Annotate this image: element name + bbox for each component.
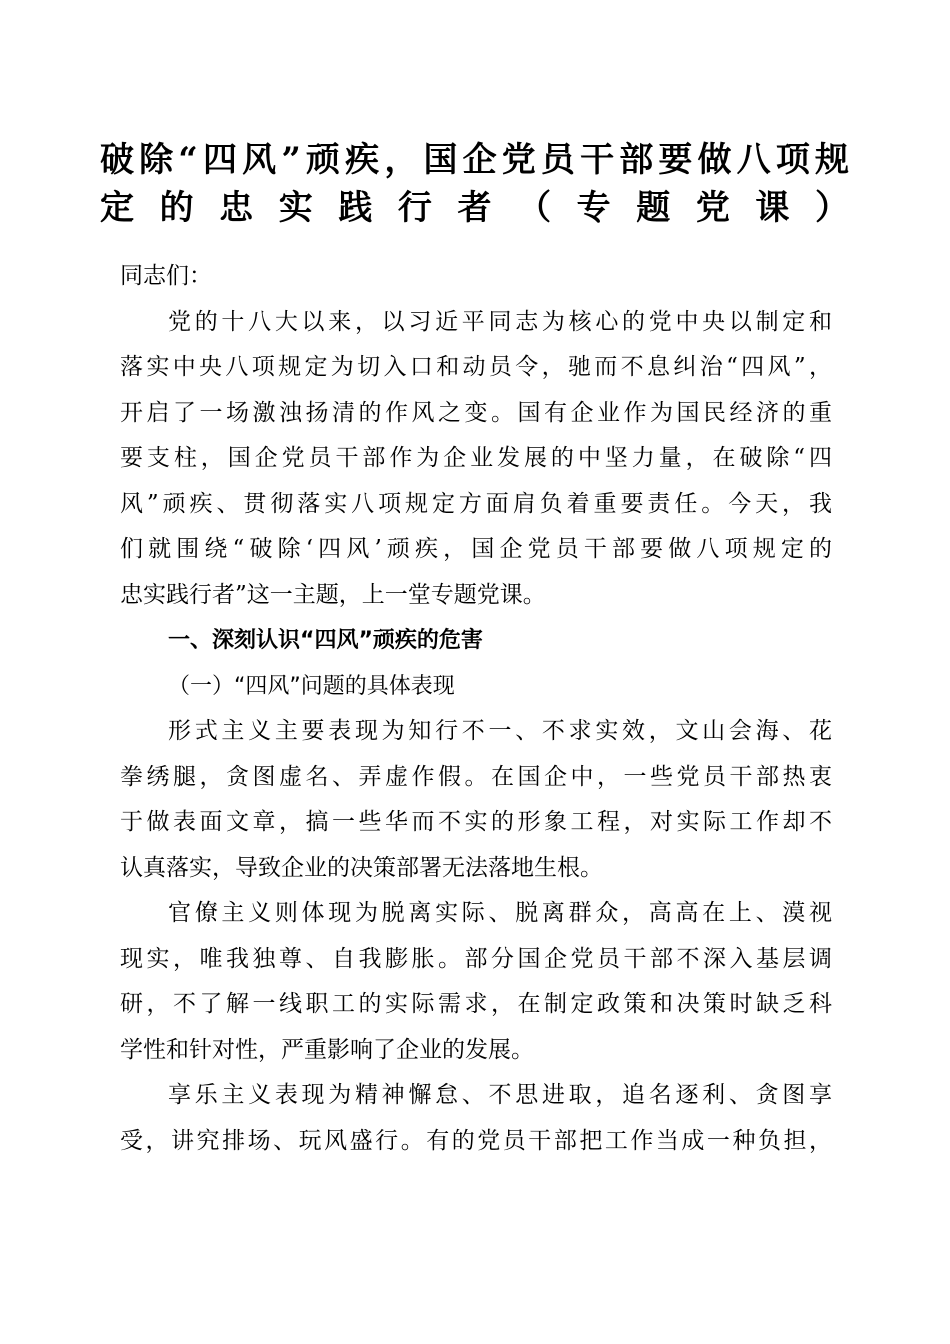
paragraph-line: 现实，唯我独尊、自我膨胀。部分国企党员干部不深入基层调 (120, 945, 832, 972)
title-line-2: 定的忠实践行者（专题党课） (100, 188, 850, 228)
intro-paragraph (120, 300, 832, 619)
formalism-paragraph (120, 709, 832, 891)
paragraph-line: 开启了一场激浊扬清的作风之变。国有企业作为国民经济的重 (120, 399, 832, 426)
paragraph-line: 受，讲究排场、玩风盛行。有的党员干部把工作当成一种负担， (120, 1127, 832, 1154)
paragraph-line: 享乐主义表现为精神懈怠、不思进取，追名逐利、贪图享 (168, 1082, 832, 1108)
paragraph-line: 于做表面文章，搞一些华而不实的形象工程，对实际工作却不 (120, 809, 832, 835)
paragraph-line: 党的十八大以来，以习近平同志为核心的党中央以制定和 (168, 308, 832, 335)
section-heading: 一、深刻认识“四风”顽疾的危害 (168, 628, 483, 653)
paragraph-line: 落实中央八项规定为切入口和动员令，驰而不息纠治“四风”， (120, 354, 832, 380)
title-line-1: 破除“四风”顽疾，国企党员干部要做八项规 (100, 140, 850, 180)
document-body (120, 254, 832, 1164)
salutation: 同志们： (120, 263, 212, 289)
bureaucratism-paragraph (120, 891, 832, 1073)
paragraph-line: 形式主义主要表现为知行不一、不求实效，文山会海、花 (168, 718, 832, 744)
paragraph-line: 认真落实，导致企业的决策部署无法落地生根。 (120, 854, 603, 881)
paragraph-line: 拳绣腿，贪图虚名、弄虚作假。在国企中，一些党员干部热衷 (120, 763, 832, 790)
paragraph-line: 风”顽疾、贯彻落实八项规定方面肩负着重要责任。今天，我 (120, 490, 832, 517)
hedonism-paragraph (120, 1073, 832, 1164)
paragraph-line: 官僚主义则体现为脱离实际、脱离群众，高高在上、漠视 (168, 900, 832, 926)
paragraph-line: 要支柱，国企党员干部作为企业发展的中坚力量，在破除“四 (120, 445, 832, 471)
paragraph-line: 忠实践行者”这一主题，上一堂专题党课。 (120, 581, 546, 608)
document-title (100, 136, 850, 232)
paragraph-line: 学性和针对性，严重影响了企业的发展。 (120, 1036, 534, 1063)
paragraph-line: 们就围绕“破除‘四风’顽疾，国企党员干部要做八项规定的 (120, 536, 832, 562)
subsection-heading: （一）“四风”问题的具体表现 (168, 673, 455, 699)
paragraph-line: 研，不了解一线职工的实际需求，在制定政策和决策时缺乏科 (120, 991, 832, 1017)
